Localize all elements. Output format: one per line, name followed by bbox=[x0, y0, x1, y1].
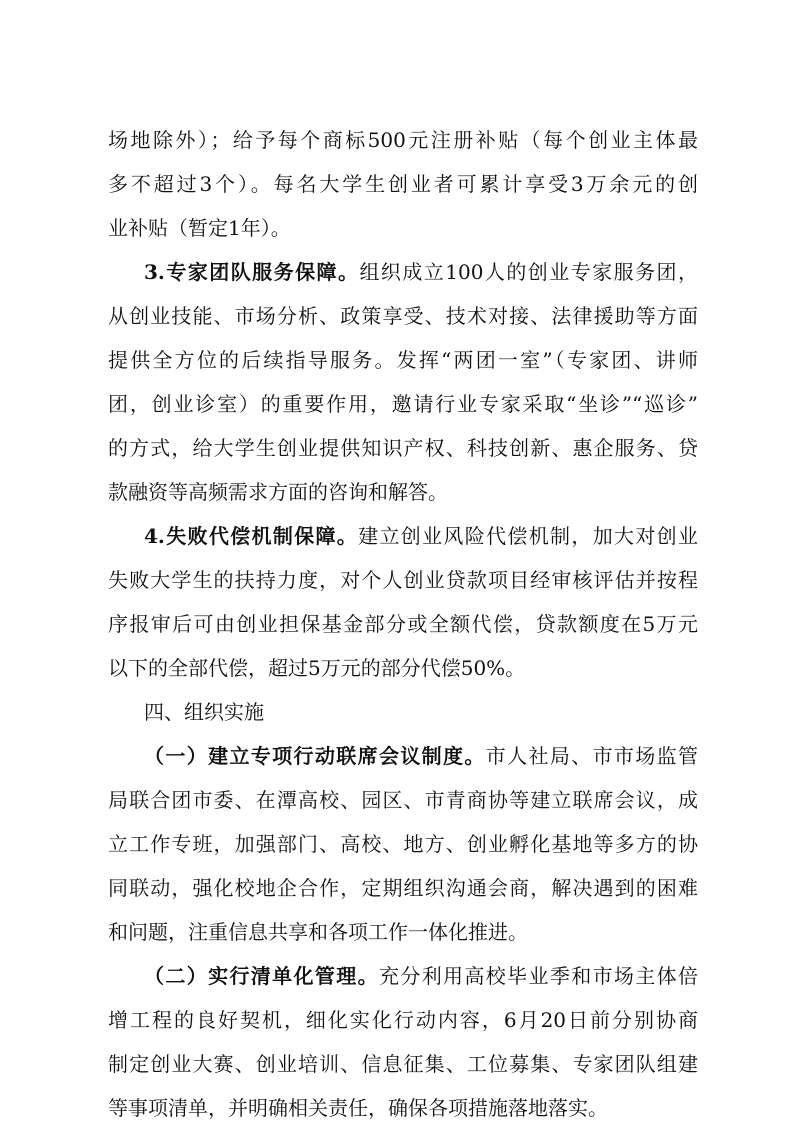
paragraph-line: 同联动，强化校地企合作，定期组织沟通会商，解决遇到的困难 bbox=[108, 876, 698, 900]
paragraph-line: 局联合团市委、在潭高校、园区、市青商协等建立联席会议，成 bbox=[108, 788, 698, 812]
paragraph-line: 多不超过3个）。每名大学生创业者可累计享受3万余元的创 bbox=[108, 172, 698, 196]
paragraph-line: 款融资等高频需求方面的咨询和解答。 bbox=[108, 480, 448, 504]
paragraph-line: 场地除外）；给予每个商标500元注册补贴（每个创业主体最 bbox=[108, 128, 698, 152]
paragraph-first-line bbox=[144, 522, 698, 550]
paragraph-line: 和问题，注重信息共享和各项工作一体化推进。 bbox=[108, 920, 528, 944]
paragraph-line: 增工程的良好契机，细化实化行动内容，6月20日前分别协商 bbox=[108, 1008, 698, 1032]
paragraph-first-line bbox=[144, 258, 698, 286]
paragraph-text: 组织成立100人的创业专家服务团， bbox=[359, 260, 698, 284]
paragraph-line: 以下的全部代偿，超过5万元的部分代偿50%。 bbox=[108, 656, 526, 680]
paragraph-line: 从创业技能、市场分析、政策享受、技术对接、法律援助等方面 bbox=[108, 304, 698, 328]
item-heading: 3.专家团队服务保障。 bbox=[144, 260, 360, 284]
paragraph-line: 的方式，给大学生创业提供知识产权、科技创新、惠企服务、贷 bbox=[108, 436, 698, 460]
paragraph-line: 失败大学生的扶持力度，对个人创业贷款项目经审核评估并按程 bbox=[108, 568, 698, 592]
paragraph-line: 立工作专班，加强部门、高校、地方、创业孵化基地等多方的协 bbox=[108, 832, 698, 856]
paragraph-line: 业补贴（暂定1年）。 bbox=[108, 216, 291, 240]
section-heading: 四、组织实施 bbox=[144, 700, 264, 724]
paragraph-text: 建立创业风险代偿机制，加大对创业 bbox=[358, 524, 698, 548]
paragraph-first-line bbox=[144, 962, 698, 990]
item-heading: 4.失败代偿机制保障。 bbox=[144, 524, 359, 548]
item-heading: （一）建立专项行动联席会议制度。 bbox=[144, 744, 486, 768]
paragraph-first-line bbox=[144, 742, 698, 770]
paragraph-line: 提供全方位的后续指导服务。发挥“两团一室”（专家团、讲师 bbox=[108, 348, 698, 372]
paragraph-text: 市人社局、市市场监管 bbox=[485, 744, 699, 768]
item-heading: （二）实行清单化管理。 bbox=[144, 964, 379, 988]
paragraph-line: 团，创业诊室）的重要作用，邀请行业专家采取“坐诊”“巡诊” bbox=[108, 392, 698, 416]
paragraph-line: 等事项清单，并明确相关责任，确保各项措施落地落实。 bbox=[108, 1096, 608, 1120]
paragraph-line: 序报审后可由创业担保基金部分或全额代偿，贷款额度在5万元 bbox=[108, 612, 698, 636]
paragraph-text: 充分利用高校毕业季和市场主体倍 bbox=[378, 964, 699, 988]
paragraph-line: 制定创业大赛、创业培训、信息征集、工位募集、专家团队组建 bbox=[108, 1052, 698, 1076]
